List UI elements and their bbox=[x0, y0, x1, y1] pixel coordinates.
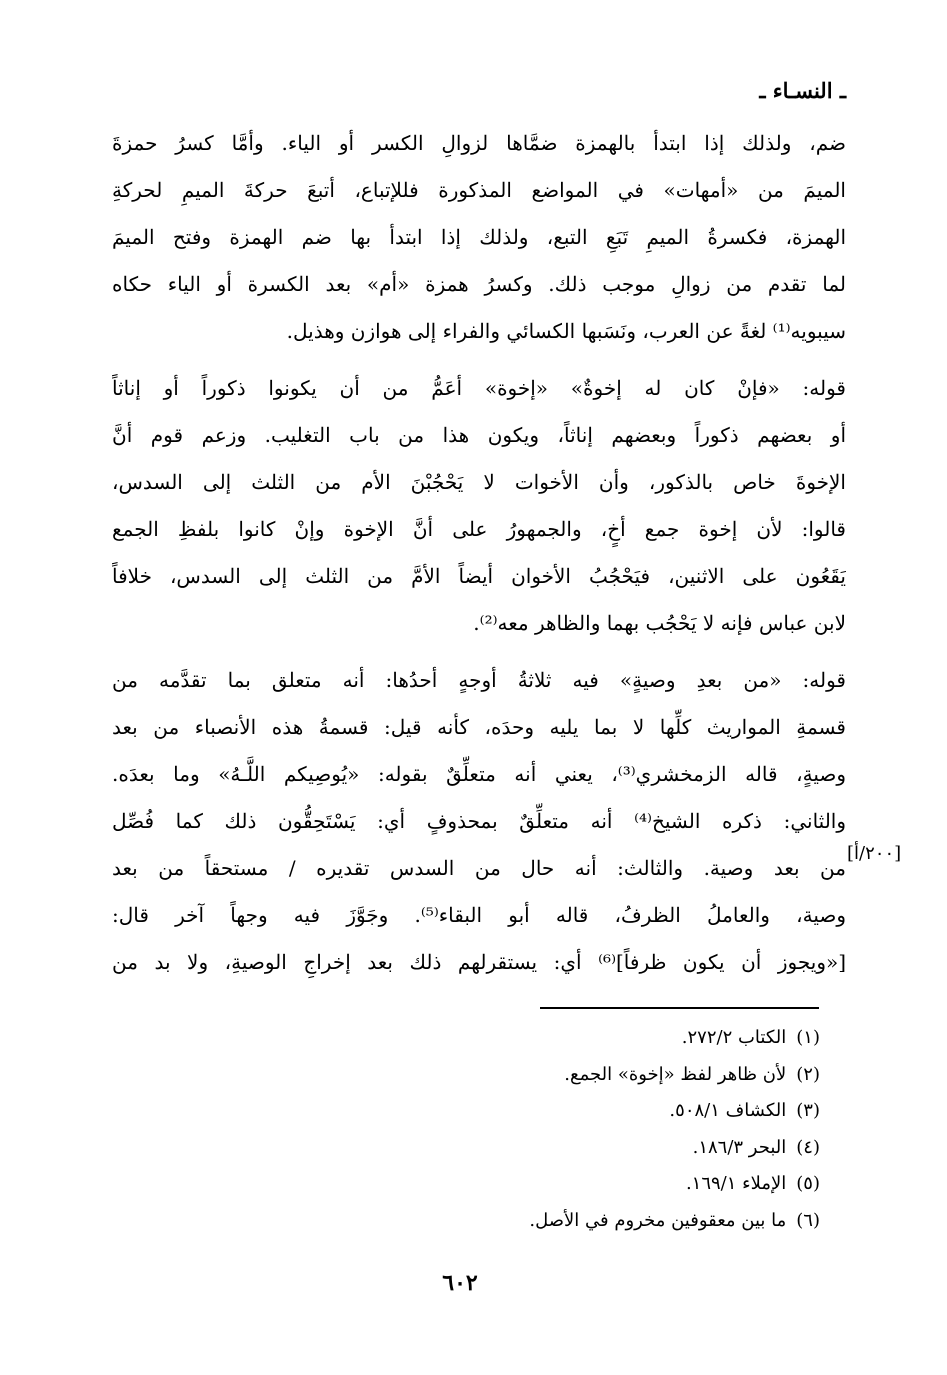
text-line: سيبويه⁽¹⁾ لغةً عن العرب، ونَسَبها الكسائي والفراء إلى هوازن وهذيل. bbox=[286, 319, 846, 343]
footnote-text: لأن ظاهر لفظ «إخوة» الجمع. bbox=[564, 1063, 787, 1085]
text-line: وصية، والعاملُ الظرفُ، قاله أبو البقاء⁽⁵⁾. وجَوَّزَ فيه وجهاً آخر قال: bbox=[112, 903, 846, 927]
footnote-item bbox=[300, 1130, 820, 1167]
text-line: الهمزة، فكسرةُ الميمِ تَبَعِ التبع، ولذلك إذا ابتدأ بها ضم الهمزة وفتح الميمَ bbox=[112, 225, 846, 249]
paragraph-3 bbox=[112, 657, 846, 986]
text-line: الإخوةَ خاص بالذكور، وأن الأخوات لا يَحْجُبْنَ الأم من الثلث إلى السدس، bbox=[112, 470, 846, 494]
text-line: أو بعضهم ذكوراً وبعضهم إناثاً، ويكون هذا من باب التغليب. وزعم قوم أنَّ bbox=[112, 423, 846, 447]
text-line: قوله: «فإنْ كان له إخوةٌ» «إخوة» أعَمُّ من أن يكونوا ذكوراً أو إناثاً bbox=[112, 376, 846, 400]
text-line: والثاني: ذكره الشيخ⁽⁴⁾ أنه متعلِّقٌ بمحذوفٍ أي: يَسْتَحِقُّون ذلك كما فُصِّل bbox=[112, 809, 846, 833]
text-line: يَقَعُون على الاثنين، فيَحْجُبُ الأخوان أيضاً الأمَّ من الثلث إلى السدس، خلافاً bbox=[112, 564, 846, 588]
footnote-text: ما بين معقوفين مخروم في الأصل. bbox=[529, 1209, 787, 1231]
footnote-text: الإملاء ١٦٩/١. bbox=[685, 1173, 787, 1194]
paragraph-1 bbox=[112, 120, 846, 355]
footnotes bbox=[300, 1020, 820, 1239]
text-line: لابن عباس فإنه لا يَحْجُب بهما والظاهر معه⁽²⁾. bbox=[473, 611, 846, 635]
text-line: ضم، ولذلك إذا ابتدأ بالهمزة ضمَّاها لزوالِ الكسر أو الياء. وأمَّا كسرُ حمزةَ bbox=[112, 131, 846, 155]
footnote-item bbox=[300, 1093, 820, 1130]
footnote-item bbox=[300, 1203, 820, 1240]
page-number: ٦٠٢ bbox=[442, 1270, 478, 1296]
text-line: لما تقدم من زوالِ موجب ذلك. وكسرُ همزة «أم» بعد الكسرة أو الياء حكاه bbox=[112, 272, 846, 296]
main-text bbox=[112, 120, 846, 986]
manuscript-folio-note: [٢٠٠/أ] bbox=[847, 843, 902, 864]
text-line: من بعد وصية. والثالث: أنه حال من السدس تقديره / مستحقاً من بعد bbox=[112, 856, 846, 880]
footnote-text: البحر ١٨٦/٣. bbox=[692, 1136, 787, 1158]
footnote-divider bbox=[540, 1007, 819, 1009]
text-line: قالوا: لأن إخوة جمع أخٍ، والجمهورُ على أنَّ الإخوة وإنْ كانوا بلفظِ الجمع bbox=[112, 517, 846, 541]
footnote-text: الكتاب ٢٧٢/٢. bbox=[681, 1027, 787, 1048]
footnote-item bbox=[300, 1166, 820, 1203]
footnote-number: (٢) bbox=[796, 1063, 820, 1085]
footnote-number: (٥) bbox=[796, 1173, 820, 1194]
text-line: قوله: «من بعدِ وصيةٍ» فيه ثلاثةُ أوجهٍ أحدُها: أنه متعلق بما تقدَّمه من bbox=[112, 668, 846, 692]
footnote-number: (٣) bbox=[796, 1100, 820, 1121]
footnote-text: الكشاف ٥٠٨/١. bbox=[669, 1100, 787, 1121]
footnote-number: (٦) bbox=[796, 1209, 820, 1231]
text-line: الميمَ من «أمهات» في المواضع المذكورة فللإتباع، أتبعَ حركةَ الميمِ لحركةِ bbox=[112, 178, 846, 202]
footnote-item bbox=[300, 1057, 820, 1094]
footnote-number: (١) bbox=[796, 1027, 820, 1048]
footnote-item bbox=[300, 1020, 820, 1057]
text-line: وصيةٍ، قاله الزمخشري⁽³⁾، يعني أنه متعلِّقٌ بقوله: «يُوصِيكم اللَّـهُ» وما بعدَه. bbox=[112, 762, 846, 786]
paragraph-2 bbox=[112, 365, 846, 647]
text-line: قسمةِ المواريث كلِّها لا بما يليه وحدَه، كأنه قيل: قسمةُ هذه الأنصباء من بعد bbox=[112, 715, 846, 739]
running-header: ـ النسـاء ـ bbox=[759, 78, 846, 103]
text-line: [«ويجوز أن يكون ظرفاً]⁽⁶⁾ أي: يستقرلهم ذلك بعد إخراجِ الوصيةِ، ولا بد من bbox=[112, 950, 846, 974]
footnote-number: (٤) bbox=[796, 1136, 820, 1158]
